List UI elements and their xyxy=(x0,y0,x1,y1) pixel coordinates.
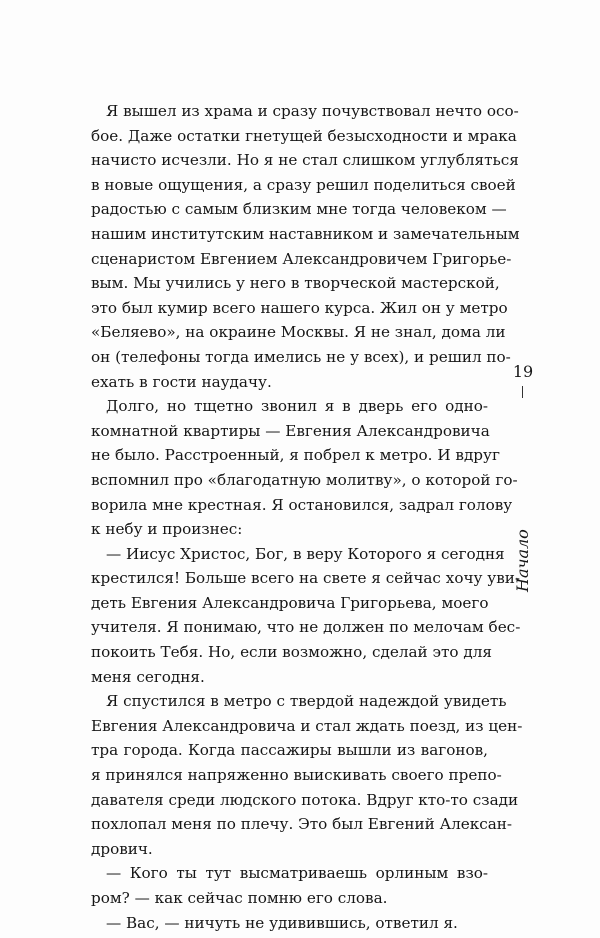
text-line: Я спустился в метро с твердой надеждой увидеть xyxy=(106,692,507,711)
text-line: давателя среди людского потока. Вдруг кто-то сзади xyxy=(91,790,519,809)
text-line: Я вышел из храма и сразу почувствовал нечто осо- xyxy=(106,102,519,120)
text-line: Евгения Александровича и стал ждать поезд, из цен- xyxy=(91,716,523,735)
text-line: вспомнил про «благодатную молитву», о которой го- xyxy=(91,470,518,489)
text-line: — Кого ты тут высматриваешь орлиным взо- xyxy=(106,864,488,883)
text-line: ворила мне крестная. Я остановился, задрал голову xyxy=(91,495,513,514)
text-line: начисто исчезли. Но я не стал слишком углубляться xyxy=(91,151,519,170)
text-line: «Беляево», на окраине Москвы. Я не знал, дома ли xyxy=(91,323,506,342)
text-line: вым. Мы учились у него в творческой мастерской, xyxy=(91,274,500,293)
text-line: он (телефоны тогда имелись не у всех), и решил по- xyxy=(91,347,511,366)
running-head-divider xyxy=(522,386,523,398)
text-line: — Вас, — ничуть не удивившись, ответил я. xyxy=(106,913,458,932)
text-line: к небу и произнес: xyxy=(91,520,243,539)
text-line: покоить Тебя. Но, если возможно, сделай это для xyxy=(91,643,492,662)
text-line: деть Евгения Александровича Григорьева, моего xyxy=(91,593,489,612)
text-line: бое. Даже остатки гнетущей безысходности и мрака xyxy=(91,126,517,145)
text-line: Долго, но тщетно звонил я в дверь его одно- xyxy=(106,397,488,416)
text-line: я принялся напряженно выискивать своего препо- xyxy=(91,766,502,785)
text-line: радостью с самым близким мне тогда человеком — xyxy=(91,200,507,219)
text-line: ехать в гости наудачу. xyxy=(91,372,272,391)
text-line: комнатной квартиры — Евгения Александровича xyxy=(91,421,490,440)
text-line: — Иисус Христос, Бог, в веру Которого я сегодня xyxy=(106,544,505,563)
text-line: нашим институтским наставником и замечательным xyxy=(91,224,520,243)
page-number: 19 xyxy=(512,362,534,381)
text-line: сценаристом Евгением Александровичем Григорье- xyxy=(91,249,512,268)
text-line: в новые ощущения, а сразу решил поделиться своей xyxy=(91,175,516,194)
text-line: меня сегодня. xyxy=(91,667,205,686)
text-line: это был кумир всего нашего курса. Жил он у метро xyxy=(91,298,508,317)
section-title-text: Начало xyxy=(513,529,532,592)
text-line: учителя. Я понимаю, что не должен по мелочам бес- xyxy=(91,618,521,637)
text-line: ром? — как сейчас помню его слова. xyxy=(91,889,388,907)
text-line: крестился! Больше всего на свете я сейчас хочу уви- xyxy=(91,569,521,588)
text-line: не было. Расстроенный, я побрел к метро. И вдруг xyxy=(91,446,500,465)
text-line: тра города. Когда пассажиры вышли из вагонов, xyxy=(91,741,488,760)
text-line: похлопал меня по плечу. Это был Евгений Алексан- xyxy=(91,815,513,834)
text-line: дрович. xyxy=(91,839,153,858)
running-head xyxy=(505,362,541,592)
